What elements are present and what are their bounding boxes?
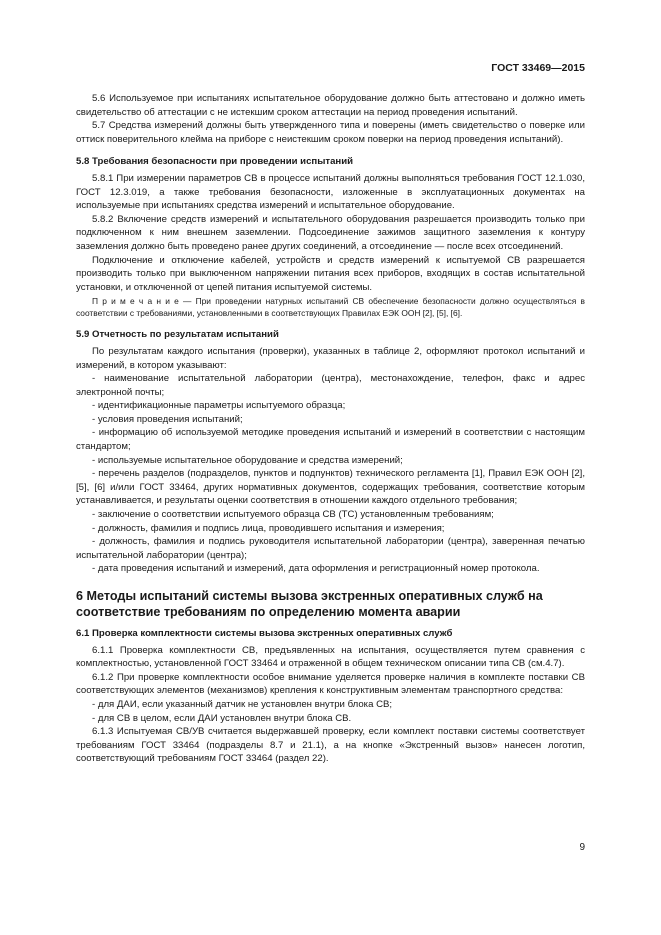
section-6-heading: 6 Методы испытаний системы вызова экстренных оперативных служб на соответствие требованиям по определению момента аварии <box>76 589 543 619</box>
list-item: - заключение о соответствии испытуемого образца СВ (ТС) установленным требованиям; <box>92 509 494 521</box>
list-item: - для СВ в целом, если ДАИ установлен внутри блока СВ. <box>92 712 352 724</box>
list-item: - дата проведения испытаний и измерений, дата оформления и регистрационный номер протокола. <box>92 563 540 575</box>
paragraph-6-1-1: 6.1.1 Проверка комплектности СВ, предъявленных на испытания, осуществляется путем сравнения с комплектностью, установленной ГОСТ 33464 и отраженной в общем техническом описании типа СВ (см.4.7). <box>76 644 585 670</box>
list-item: - должность, фамилия и подпись руководителя испытательной лаборатории (центра), заверенная печатью испытательной лаборатории (центра); <box>76 536 585 561</box>
paragraph-5-8-2: 5.8.2 Включение средств измерений и испытательного оборудования разрешается производить только при подключенном к ним внешнем заземлении. Подсоединение зажимов защитного заземления к контуру заземления должно быть проведено ранее других соединений, а отсоединение — после всех отсоединений. <box>76 213 585 252</box>
list-item: - наименование испытательной лаборатории (центра), местонахождение, телефон, факс и адрес электронной почты; <box>76 373 585 398</box>
paragraph-5-8-3: Подключение и отключение кабелей, устройств и средств измерений к испытуемой СВ разрешается производить только при выключенном напряжении питания всех приборов, входящих в состав испытательной установки, и отключенной от цепей питания испытуемой системы. <box>76 254 585 293</box>
heading-5-9: 5.9 Отчетность по результатам испытаний <box>76 329 279 341</box>
paragraph-5-7: 5.7 Средства измерений должны быть утвержденного типа и поверены (иметь свидетельство о поверке или оттиск поверительного клейма на приборе с неистекшим сроком поверки на период проведения испытаний). <box>76 120 585 145</box>
note-5-8: П р и м е ч а н и е — При проведении натурных испытаний СВ обеспечение безопасности должно осуществляться в соответствии с требованиями, установленными в соответствующих Правилах ЕЭК ООН [2], [5], [6]. <box>76 296 585 318</box>
list-item: - должность, фамилия и подпись лица, проводившего испытания и измерения; <box>92 522 445 534</box>
paragraph-5-8-1: 5.8.1 При измерении параметров СВ в процессе испытаний должны выполняться требования ГОСТ 12.1.030, ГОСТ 12.3.019, а также требования безопасности, изложенные в эксплуатационных документах на используемые при испытаниях средства измерений и испытательное оборудование. <box>76 172 585 212</box>
list-item: - информацию об используемой методике проведения испытаний и измерений в соответствии с настоящим стандартом; <box>76 427 585 453</box>
heading-5-8: 5.8 Требования безопасности при проведении испытаний <box>76 156 354 168</box>
list-item: - идентификационные параметры испытуемого образца; <box>92 400 346 412</box>
report-contents-list <box>76 372 585 576</box>
paragraph-5-9-intro: По результатам каждого испытания (проверки), указанных в таблице 2, оформляют протокол испытаний и измерений, в котором указывают: <box>76 345 585 371</box>
list-item: - перечень разделов (подразделов, пунктов и подпунктов) технического регламента [1], Правил ЕЭК ООН [2], [5], [6] и/или ГОСТ 33464, других нормативных документов, содержащих требования, соответствие которым устанавливается, и результаты оценки соответствия в отношении каждого отдельного требования; <box>76 468 585 507</box>
heading-6-1: 6.1 Проверка комплектности системы вызова экстренных оперативных служб <box>76 628 453 639</box>
list-item: - для ДАИ, если указанный датчик не установлен внутри блока СВ; <box>92 698 393 710</box>
paragraph-6-1-3: 6.1.3 Испытуемая СВ/УВ считается выдержавшей проверку, если комплект поставки системы соответствует требованиям ГОСТ 33464 (подразделы 8.7 и 21.1), а на кнопке «Экстренный вызов» нанесен логотип, соответствующий требованиям ГОСТ 33464 (раздел 22). <box>76 726 585 765</box>
paragraph-6-1-2: 6.1.2 При проверке комплектности особое внимание уделяется проверке наличия в комплекте поставки СВ соответствующих элементов (механизмов) крепления к конструктивным элементам транспортного средства: <box>76 671 585 697</box>
mounting-elements-list <box>76 698 585 725</box>
page-number: 9 <box>579 842 585 853</box>
page-body <box>76 92 585 766</box>
list-item: - условия проведения испытаний; <box>92 413 243 425</box>
list-item: - используемые испытательное оборудование и средства измерений; <box>92 454 403 466</box>
document-code: ГОСТ 33469—2015 <box>491 62 585 74</box>
paragraph-5-6: 5.6 Используемое при испытаниях испытательное оборудование должно быть аттестовано и должно иметь свидетельство об аттестации с не истекшим сроком аттестации на период проведения испытаний. <box>76 93 585 118</box>
